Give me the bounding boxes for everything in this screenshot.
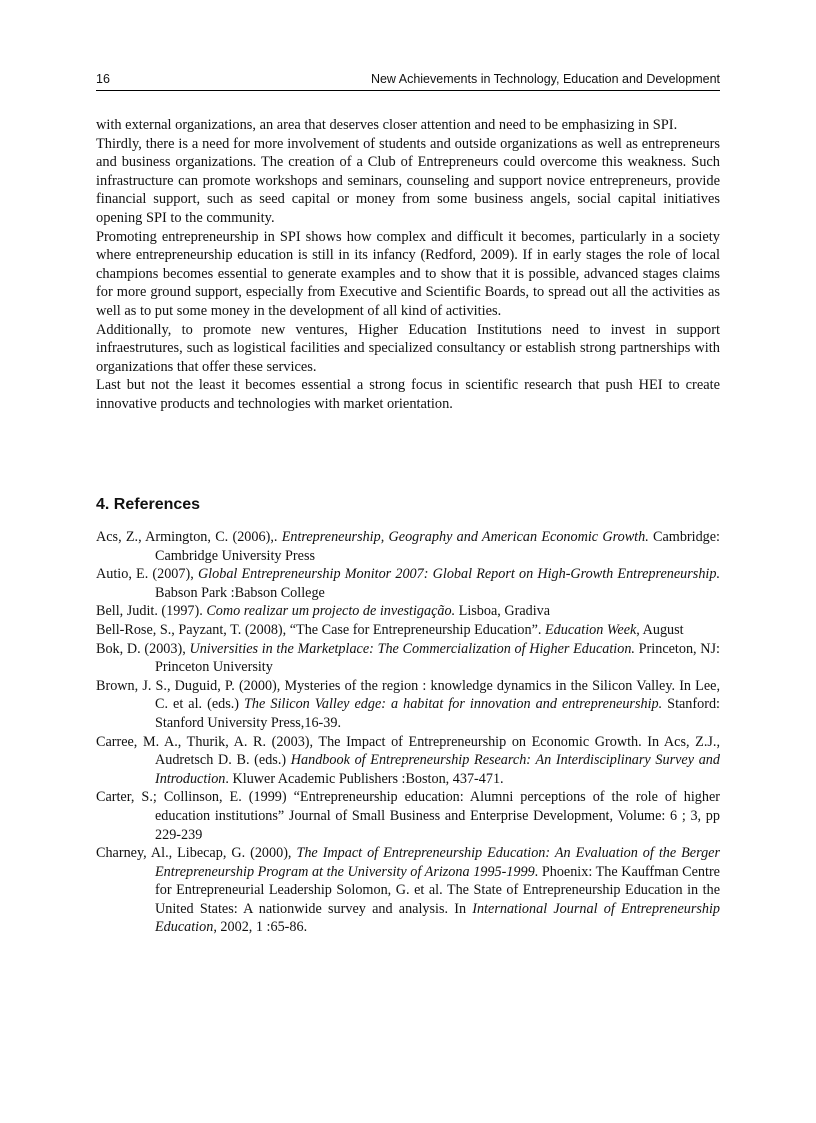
- reference-item: [96, 565, 720, 602]
- ref-journal-title: International Journal of Entrepreneurship Education: [155, 900, 721, 936]
- page-number: 16: [96, 72, 110, 86]
- ref-text: Babson Park :Babson College: [155, 584, 325, 601]
- reference-item: [96, 788, 720, 844]
- running-header: [96, 70, 720, 91]
- ref-text: Bell, Judit. (1997).: [96, 603, 207, 620]
- ref-text: , 2002, 1 :65-86.: [213, 919, 308, 936]
- ref-text: Cambridge: Cambridge University Press: [155, 529, 721, 564]
- ref-text: Carter, S.; Collinson, E. (1999) “Entrepreneurship education: Alumni perceptions of the role of higher education institutions” Journal of Small Business and Enterprise Development, Volume: 6 ; 3, pp 229-239: [96, 789, 720, 843]
- ref-title: Universities in the Marketplace: The Commercialization of Higher Education.: [189, 640, 635, 657]
- reference-item: [96, 621, 720, 640]
- paragraph: with external organizations, an area that deserves closer attention and need to be emphasizing in SPI.: [96, 117, 678, 133]
- reference-item: [96, 733, 720, 789]
- body-text: [96, 116, 720, 414]
- ref-text: Autio, E. (2007),: [96, 566, 198, 583]
- ref-text: Acs, Z., Armington, C. (2006),.: [96, 529, 282, 545]
- ref-title: Handbook of Entrepreneurship Research: An Interdisciplinary Survey and Introduction: [155, 752, 720, 787]
- ref-title: The Impact of Entrepreneurship Education: An Evaluation of the Berger Entrepreneurship Program at the University of Arizona 1995-1999: [155, 845, 720, 880]
- ref-text: . Phoenix: The Kauffman Centre for Entrepreneurial Leadership Solomon, G. et al. The State of Entrepreneurship Education in the United States: A nationwide survey and analysis. In: [155, 863, 720, 917]
- ref-text: . Kluwer Academic Publishers :Boston, 437-471.: [225, 770, 504, 787]
- ref-text: Bok, D. (2003),: [96, 640, 190, 657]
- reference-item: [96, 677, 720, 733]
- references-list: [96, 528, 720, 937]
- paragraph: Last but not the least it becomes essential a strong focus in scientific research that push HEI to create innovative products and technologies with market orientation.: [96, 377, 720, 412]
- ref-text: Bell-Rose, S., Payzant, T. (2008), “The Case for Entrepreneurship Education”.: [96, 621, 546, 638]
- paragraph: Additionally, to promote new ventures, Higher Education Institutions need to invest in support infraestrutures, such as logistical facilities and specialized consultancy or establish strong partnerships with organizations that offer these services.: [96, 321, 720, 375]
- ref-text: Charney, Al., Libecap, G. (2000),: [96, 845, 297, 862]
- ref-text: Carree, M. A., Thurik, A. R. (2003), The Impact of Entrepreneurship on Economic Growth. In Acs, Z.J., Audretsch D. B. (eds.): [96, 733, 720, 769]
- ref-text: Princeton, NJ: Princeton University: [155, 640, 720, 676]
- reference-item: [96, 640, 720, 677]
- paragraph: Thirdly, there is a need for more involvement of students and outside organizations as well as entrepreneurs and business organizations. The creation of a Club of Entrepreneurs could overcome this weakness. Such infrastructure can promote workshops and seminars, counseling and support novice entrepreneurs, provide financial support, such as seed capital or money from some business angels, social capital initiatives opening SPI to the community.: [96, 135, 720, 226]
- running-title: New Achievements in Technology, Education and Development: [370, 72, 720, 86]
- reference-item: [96, 602, 720, 621]
- ref-title: The Silicon Valley edge: a habitat for innovation and entrepreneurship.: [244, 696, 663, 713]
- ref-text: , August: [636, 621, 684, 638]
- reference-item: [96, 844, 720, 937]
- reference-item: [96, 528, 720, 565]
- paragraph: Promoting entrepreneurship in SPI shows how complex and difficult it becomes, particularly in a society where entrepreneurship education is still in its infancy (Redford, 2009). If in early stages the role of local champions becomes essential to generate examples and to show that it is possible, advanced stages claims for more ground support, especially from Executive and Scientific Boards, to spread out all the activities as well as to put some money in the development of all kind of activities.: [96, 228, 720, 319]
- ref-text: Stanford: Stanford University Press,16-39.: [155, 696, 720, 731]
- ref-title: Entrepreneurship, Geography and American Economic Growth.: [281, 529, 649, 545]
- ref-title: Como realizar um projecto de investigação.: [206, 603, 456, 620]
- ref-title: Education Week: [545, 621, 637, 638]
- ref-title: Global Entrepreneurship Monitor 2007: Global Report on High-Growth Entrepreneurship.: [197, 566, 720, 583]
- ref-text: Lisboa, Gradiva: [455, 603, 551, 620]
- references-heading: 4. References: [96, 496, 201, 513]
- ref-text: Brown, J. S., Duguid, P. (2000), Mysteries of the region : knowledge dynamics in the Silicon Valley. In Lee, C. et al. (eds.): [96, 677, 720, 713]
